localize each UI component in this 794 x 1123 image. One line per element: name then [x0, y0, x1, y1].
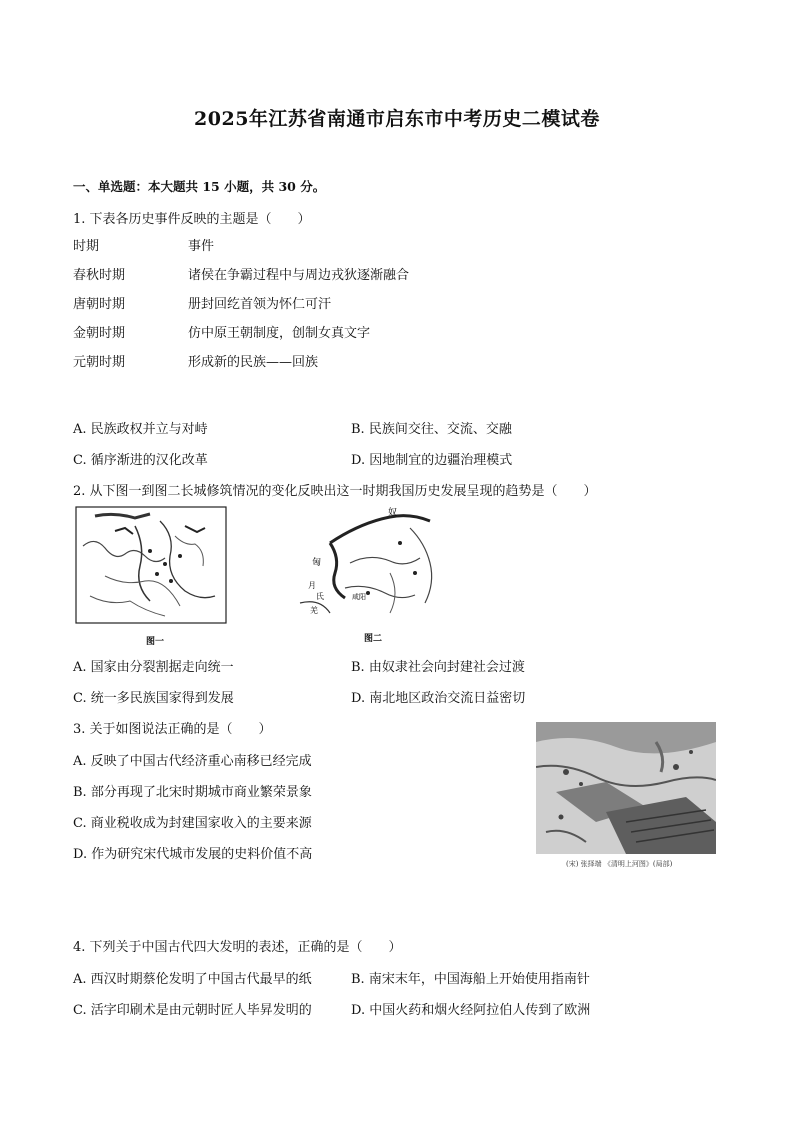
map-figure-1	[75, 506, 227, 624]
map-label: 月	[308, 581, 316, 590]
q3-option-b[interactable]: B. 部分再现了北宋时期城市商业繁荣景象	[73, 785, 312, 800]
fig2-caption: 图二	[364, 634, 383, 644]
q2-option-d[interactable]: D. 南北地区政治交流日益密切	[351, 691, 526, 706]
table-row-event: 册封回纥首领为怀仁可汗	[188, 297, 332, 312]
painting-caption: (宋) 张择端 《清明上河图》(局部)	[566, 860, 673, 868]
page-title: 2025年江苏省南通市启东市中考历史二模试卷	[194, 108, 600, 130]
painting-image	[536, 722, 716, 854]
question-2-stem: 2. 从下图一到图二长城修筑情况的变化反映出这一时期我国历史发展呈现的趋势是（ ）	[73, 484, 597, 499]
q1-option-c[interactable]: C. 循序渐进的汉化改革	[73, 453, 208, 468]
q1-option-a[interactable]: A. 民族政权并立与对峙	[73, 422, 208, 437]
map-label: 奴	[388, 508, 398, 518]
fig1-caption: 图一	[146, 637, 165, 647]
table-row-event: 诸侯在争霸过程中与周边戎狄逐渐融合	[188, 268, 410, 283]
q4-option-b[interactable]: B. 南宋末年，中国海船上开始使用指南针	[351, 972, 590, 987]
question-3-stem: 3. 关于如图说法正确的是（ ）	[73, 722, 272, 737]
q3-option-d[interactable]: D. 作为研究宋代城市发展的史料价值不高	[73, 847, 313, 862]
table-row-event: 仿中原王朝制度，创制女真文字	[188, 326, 371, 341]
table-header-event: 事件	[188, 239, 215, 254]
map-label: 氏	[316, 592, 324, 601]
map-label: 匈	[312, 558, 322, 568]
table-row-period: 金朝时期	[73, 326, 126, 341]
table-row-event: 形成新的民族——回族	[188, 355, 319, 370]
q2-option-c[interactable]: C. 统一多民族国家得到发展	[73, 691, 234, 706]
question-1-stem: 1. 下表各历史事件反映的主题是（ ）	[73, 212, 311, 227]
table-row-period: 唐朝时期	[73, 297, 126, 312]
map-label: 咸阳	[352, 593, 366, 601]
map-label: 羌	[310, 606, 318, 615]
q2-option-b[interactable]: B. 由奴隶社会向封建社会过渡	[351, 660, 525, 675]
table-row-period: 元朝时期	[73, 355, 126, 370]
table-row-period: 春秋时期	[73, 268, 126, 283]
q1-option-b[interactable]: B. 民族间交往、交流、交融	[351, 422, 512, 437]
q4-option-a[interactable]: A. 西汉时期蔡伦发明了中国古代最早的纸	[73, 972, 312, 987]
table-header-period: 时期	[73, 239, 100, 254]
q4-option-c[interactable]: C. 活字印刷术是由元朝时匠人毕昇发明的	[73, 1003, 312, 1018]
q3-option-a[interactable]: A. 反映了中国古代经济重心南移已经完成	[73, 754, 312, 769]
q3-option-c[interactable]: C. 商业税收成为封建国家收入的主要来源	[73, 816, 312, 831]
q1-option-d[interactable]: D. 因地制宜的边疆治理模式	[351, 453, 513, 468]
q4-option-d[interactable]: D. 中国火药和烟火经阿拉伯人传到了欧洲	[351, 1003, 591, 1018]
question-4-stem: 4. 下列关于中国古代四大发明的表述，正确的是（ ）	[73, 940, 402, 955]
map-figure-2	[290, 503, 445, 621]
section-heading: 一、单选题：本大题共 15 小题，共 30 分。	[73, 179, 326, 194]
q2-option-a[interactable]: A. 国家由分裂割据走向统一	[73, 660, 234, 675]
